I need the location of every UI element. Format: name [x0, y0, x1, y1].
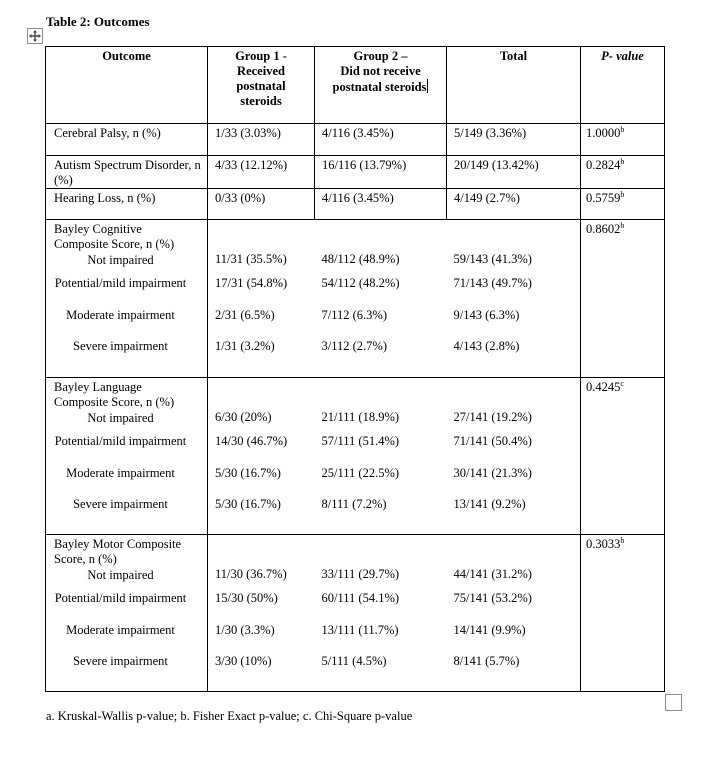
group2-value: 16/116 (13.79%): [315, 156, 447, 189]
group1-value: 1/33 (3.03%): [208, 124, 315, 156]
p-value: 0.3033$^b$: [581, 535, 665, 692]
outcome-block-label: Bayley Cognitive Composite Score, n (%) Not impaired Potential/mild impairment Moderate impairment Severe impairment: [46, 220, 208, 378]
p-value: 0.2824$^b$: [581, 156, 665, 189]
outcome-block-label: Bayley Motor Composite Score, n (%) Not impaired Potential/mild impairment Moderate impairment Severe impairment: [46, 535, 208, 692]
header-outcome: Outcome: [46, 47, 208, 124]
table-footnote: a. Kruskal-Wallis p-value; b. Fisher Exact p-value; c. Chi-Square p-value: [46, 709, 413, 723]
header-group2: Group 2 – Did not receive postnatal steroids: [315, 47, 447, 124]
outcome-block-label: Bayley Language Composite Score, n (%) Not impaired Potential/mild impairment Moderate impairment Severe impairment: [46, 378, 208, 535]
total-values: 44/141 (31.2%) 75/141 (53.2%) 14/141 (9.9%) 8/141 (5.7%): [447, 535, 581, 692]
p-value: 0.8602$^b$: [581, 220, 665, 378]
p-value: 0.5759$^b$: [581, 189, 665, 220]
text-cursor: [427, 79, 428, 93]
group2-values: 48/112 (48.9%) 54/112 (48.2%) 7/112 (6.3%) 3/112 (2.7%): [315, 220, 447, 378]
p-value: 0.4245$^c$: [581, 378, 665, 535]
table-row-group: [46, 378, 665, 535]
outcome-label: Hearing Loss, n (%): [46, 189, 208, 220]
table-row: [46, 189, 665, 220]
total-value: 4/149 (2.7%): [447, 189, 581, 220]
header-total: Total: [447, 47, 581, 124]
move-arrows-icon: [29, 30, 41, 42]
table-title: Table 2: Outcomes: [46, 14, 150, 29]
header-pvalue: P- value: [581, 47, 665, 124]
group2-values: 33/111 (29.7%) 60/111 (54.1%) 13/111 (11.7%) 5/111 (4.5%): [315, 535, 447, 692]
total-values: 59/143 (41.3%) 71/143 (49.7%) 9/143 (6.3%) 4/143 (2.8%): [447, 220, 581, 378]
p-value: 1.0000$^b$: [581, 124, 665, 156]
total-value: 20/149 (13.42%): [447, 156, 581, 189]
table-row: [46, 156, 665, 189]
group1-value: 4/33 (12.12%): [208, 156, 315, 189]
header-group1: Group 1 - Received postnatal steroids: [208, 47, 315, 124]
table-move-handle[interactable]: [27, 28, 43, 44]
group1-values: 6/30 (20%) 14/30 (46.7%) 5/30 (16.7%) 5/30 (16.7%): [208, 378, 315, 535]
group1-values: 11/30 (36.7%) 15/30 (50%) 1/30 (3.3%) 3/30 (10%): [208, 535, 315, 692]
total-values: 27/141 (19.2%) 71/141 (50.4%) 30/141 (21.3%) 13/141 (9.2%): [447, 378, 581, 535]
table-row-group: [46, 220, 665, 378]
outcomes-table: [45, 46, 665, 692]
group2-value: 4/116 (3.45%): [315, 189, 447, 220]
group2-values: 21/111 (18.9%) 57/111 (51.4%) 25/111 (22.5%) 8/111 (7.2%): [315, 378, 447, 535]
table-row-group: [46, 535, 665, 692]
group1-values: 11/31 (35.5%) 17/31 (54.8%) 2/31 (6.5%) 1/31 (3.2%): [208, 220, 315, 378]
group2-value: 4/116 (3.45%): [315, 124, 447, 156]
outcome-label: Cerebral Palsy, n (%): [46, 124, 208, 156]
table-row: [46, 124, 665, 156]
total-value: 5/149 (3.36%): [447, 124, 581, 156]
group1-value: 0/33 (0%): [208, 189, 315, 220]
outcome-label: Autism Spectrum Disorder, n (%): [46, 156, 208, 189]
table-resize-handle[interactable]: [665, 694, 682, 711]
